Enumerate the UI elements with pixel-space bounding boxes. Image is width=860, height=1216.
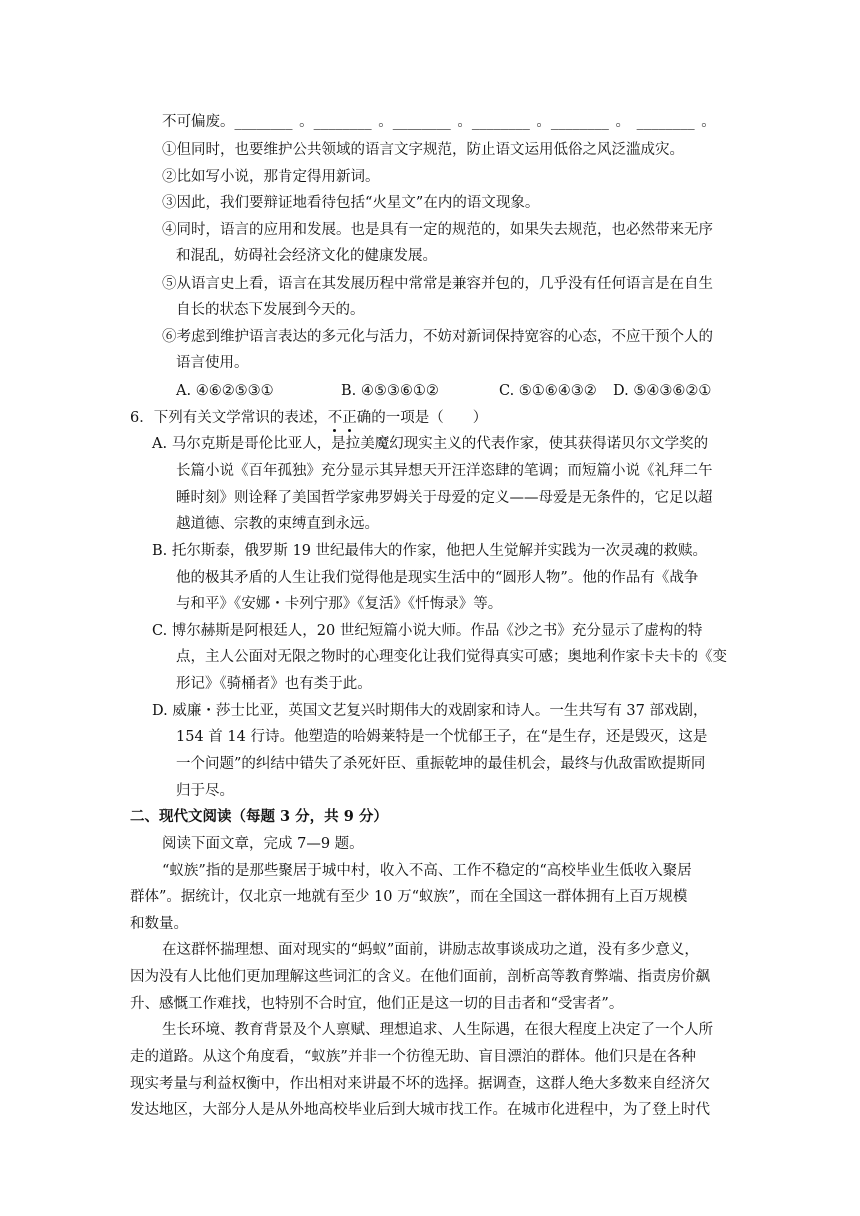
q6-stem-emphasis-2: 正 bbox=[342, 410, 357, 426]
q6-option-a-line-4: 越道德、宗教的束缚直到永远。 bbox=[176, 516, 379, 532]
q6-option-b-line-2: 他的极其矛盾的人生让我们觉得他是现实生活中的“圆形人物”。他的作品有《战争 bbox=[176, 570, 699, 586]
q6-stem-emphasis-1: 不 bbox=[327, 410, 343, 426]
q5-option-d: D. ⑤④③⑥②① bbox=[613, 383, 712, 399]
q6-option-b-line-3: 与和平》《安娜・卡列宁那》《复活》《忏悔录》等。 bbox=[176, 596, 503, 612]
q5-sentence-4-line-1: ④同时，语言的应用和发展。也是具有一定的规范的，如果失去规范，也必然带来无序 bbox=[162, 222, 713, 238]
section-2-heading: 二、现代文阅读（每题 3 分，共 9 分） bbox=[130, 808, 388, 825]
q5-sentence-4-line-2: 和混乱，妨碍社会经济文化的健康发展。 bbox=[176, 248, 437, 264]
paragraph-3-line-4: 发达地区，大部分人是从外地高校毕业后到大城市找工作。在城市化进程中，为了登上时代 bbox=[130, 1102, 710, 1118]
q5-sentence-2: ②比如写小说，那肯定得用新词。 bbox=[162, 169, 380, 185]
q6-stem-start: 6．下列有关文学常识的表述， bbox=[130, 410, 328, 426]
paragraph-3-line-1: 生长环境、教育背景及个人禀赋、理想追求、人生际遇，在很大程度上决定了一个人所 bbox=[162, 1022, 713, 1038]
q5-sentence-5-line-2: 自长的状态下发展到今天的。 bbox=[176, 302, 365, 318]
q6-option-d-line-3: 一个问题”的纠结中错失了杀死奸臣、重振乾坤的最佳机会，最终与仇敌雷欧提斯同 bbox=[176, 756, 706, 772]
paragraph-3-line-2: 走的道路。从这个角度看，“蚁族”并非一个彷徨无助、盲目漂泊的群体。他们只是在各种 bbox=[130, 1049, 696, 1065]
q5-option-c: C. ⑤①⑥④③② bbox=[499, 383, 597, 399]
q5-sentence-1: ①但同时，也要维护公共领域的语言文字规范，防止语文运用低俗之风泛滥成灾。 bbox=[162, 142, 684, 158]
q5-option-b: B. ④⑤③⑥①② bbox=[341, 383, 439, 399]
q6-option-d-line-2: 154 首 14 行诗。他塑造的哈姆莱特是一个忧郁王子，在“是生存，还是毁灭，这是 bbox=[176, 729, 708, 745]
q6-stem-end: 确的一项是（ ） bbox=[356, 410, 488, 426]
q6-option-a-line-3: 睡时刻》则诠释了美国哲学家弗罗姆关于母爱的定义——母爱是无条件的，它足以超 bbox=[176, 490, 713, 506]
paragraph-1-line-2: 群体”。据统计，仅北京一地就有至少 10 万“蚁族”，而在全国这一群体拥有上百万规模 bbox=[130, 889, 688, 905]
section-2-instruction: 阅读下面文章，完成 7—9 题。 bbox=[162, 836, 364, 852]
q6-option-c-line-3: 形记》《骑桶者》也有类于此。 bbox=[176, 676, 372, 692]
q5-fill-line: 不可偏废。________ 。________ 。________ 。________ 。________ 。 ________ 。 bbox=[162, 114, 716, 130]
q5-sentence-6-line-1: ⑥考虑到维护语言表达的多元化与活力，不妨对新词保持宽容的心态，不应干预个人的 bbox=[162, 329, 713, 345]
q6-option-a-line-2: 长篇小说《百年孤独》充分显示其异想天开汪洋恣肆的笔调；而短篇小说《礼拜二午 bbox=[176, 463, 713, 479]
q6-option-c-line-2: 点，主人公面对无限之物时的心理变化让我们觉得真实可感；奥地利作家卡夫卡的《变 bbox=[176, 649, 727, 665]
q6-stem bbox=[130, 408, 487, 428]
q6-option-a-line-1: A. 马尔克斯是哥伦比亚人，是拉美魔幻现实主义的代表作家，使其获得诺贝尔文学奖的 bbox=[152, 436, 709, 452]
q5-option-a: A. ④⑥②⑤③① bbox=[176, 383, 274, 399]
q6-option-d-line-4: 归于尽。 bbox=[176, 783, 234, 799]
paragraph-2-line-3: 升、感慨工作难找，也特别不合时宜，他们正是这一切的目击者和“受害者”。 bbox=[130, 996, 624, 1012]
paragraph-1-line-1: “蚁族”指的是那些聚居于城中村，收入不高、工作不稳定的“高校毕业生低收入聚居 bbox=[162, 863, 692, 879]
paragraph-1-line-3: 和数量。 bbox=[130, 916, 188, 932]
paragraph-3-line-3: 现实考量与利益权衡中，作出相对来讲最不坏的选择。据调查，这群人绝大多数来自经济欠 bbox=[130, 1076, 710, 1092]
q5-sentence-5-line-1: ⑤从语言史上看，语言在其发展历程中常常是兼容并包的，几乎没有任何语言是在自生 bbox=[162, 276, 713, 292]
paragraph-2-line-1: 在这群怀揣理想、面对现实的“蚂蚁”面前，讲励志故事谈成功之道，没有多少意义， bbox=[162, 942, 699, 958]
q6-option-c-line-1: C. 博尔赫斯是阿根廷人，20 世纪短篇小说大师。作品《沙之书》充分显示了虚构的特 bbox=[152, 623, 703, 639]
q5-sentence-6-line-2: 语言使用。 bbox=[176, 355, 249, 371]
q5-sentence-3: ③因此，我们要辩证地看待包括“火星文”在内的语文现象。 bbox=[162, 195, 540, 211]
q6-option-d-line-1: D. 威廉・莎士比亚，英国文艺复兴时期伟大的戏剧家和诗人。一生共写有 37 部戏剧， bbox=[152, 703, 708, 719]
paragraph-2-line-2: 因为没有人比他们更加理解这些词汇的含义。在他们面前，剖析高等教育弊端、指责房价飙 bbox=[130, 969, 710, 985]
q6-option-b-line-1: B. 托尔斯泰，俄罗斯 19 世纪最伟大的作家，他把人生觉解并实践为一次灵魂的救赎。 bbox=[152, 543, 708, 559]
